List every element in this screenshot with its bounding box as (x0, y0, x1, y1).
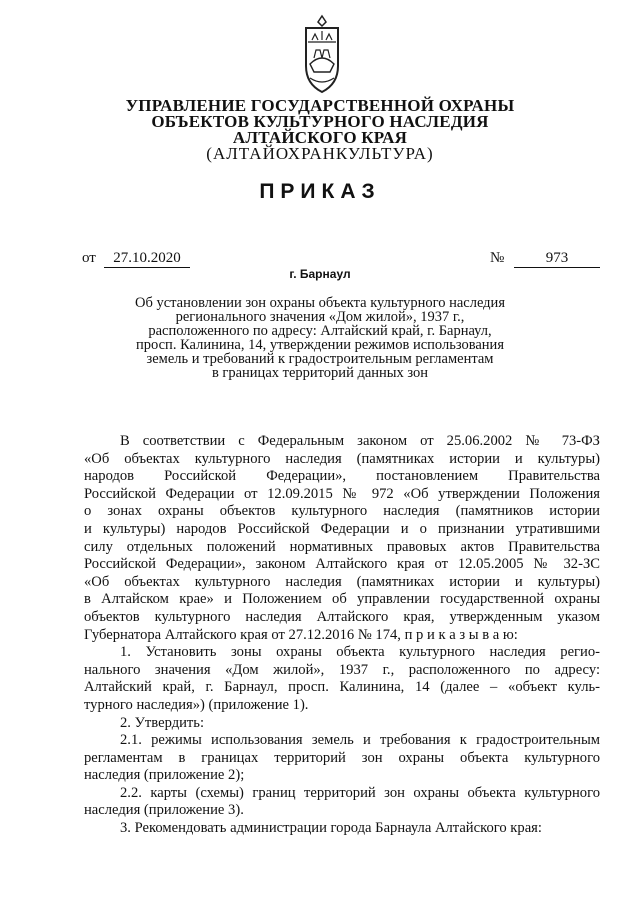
body-line: Алтайский край, г. Барнаул, просп. Калинина, 14 (далее – «объект куль- (84, 679, 600, 696)
body-line: объектов культурного наследия Алтайского края, утвержденным указом (84, 608, 600, 625)
number-sign: № (490, 250, 505, 266)
body-line: «Об объектах культурного наследия (памятниках истории и культуры) (84, 573, 600, 590)
coat-of-arms-emblem (302, 14, 342, 94)
subject-line: регионального значения «Дом жилой», 1937 г., (175, 309, 465, 325)
subject-line: просп. Калинина, 14, утверждении режимов использования (136, 337, 504, 353)
subject-line: расположенного по адресу: Алтайский край, г. Барнаул, (148, 323, 492, 339)
body-line: о зонах охраны объектов культурного наследия (памятников истории (84, 503, 600, 520)
org-line: ОБЪЕКТОВ КУЛЬТУРНОГО НАСЛЕДИЯ (151, 112, 489, 131)
body-line: турного наследия») (приложение 1). (84, 696, 309, 713)
org-line: АЛТАЙСКОГО КРАЯ (232, 128, 408, 147)
order-number: 973 (514, 250, 600, 268)
subject-line: земель и требований к градостроительным регламентам (146, 351, 494, 367)
order-date: 27.10.2020 (104, 250, 190, 268)
body-line: 1. Установить зоны охраны объекта культурного наследия регио- (120, 644, 600, 661)
body-line: регламентам в границах территорий зон охраны объекта культурного (84, 749, 600, 766)
body-line: наследия (приложение 2); (84, 767, 245, 784)
body-line: В соответствии с Федеральным законом от 25.06.2002 № 73-ФЗ (120, 433, 600, 449)
body-line: 2.2. карты (схемы) границ территорий зон охраны объекта культурного (120, 784, 600, 801)
city: г. Барнаул (289, 267, 351, 281)
body-line: Губернатора Алтайского края от 27.12.2016 № 174, п р и к а з ы в а ю: (84, 626, 518, 643)
body-line: наследия (приложение 3). (84, 802, 244, 819)
order-body (84, 433, 600, 838)
org-abbreviation: (АЛТАЙОХРАНКУЛЬТУРА) (206, 144, 434, 163)
order-subject (0, 296, 640, 380)
body-line: 2.1. режимы использования земель и требования к градостроительным (120, 732, 600, 749)
body-line: в Алтайском крае» и Положением об управлении государственной охраны (84, 591, 600, 608)
body-line: народов Российской Федерации», постановлением Правительства (84, 468, 600, 485)
body-line: нального значения «Дом жилой», 1937 г., расположенного по адресу: (84, 661, 600, 678)
organization-name (0, 98, 640, 162)
body-line: и культуры) народов Российской Федерации и о признании утратившими (84, 520, 600, 537)
document-title: ПРИКАЗ (259, 180, 381, 203)
subject-line: в границах территорий данных зон (211, 365, 429, 381)
body-line: 3. Рекомендовать администрации города Барнаула Алтайского края: (120, 820, 542, 837)
body-line: «Об объектах культурного наследия (памятниках истории и культуры) (84, 450, 600, 467)
body-line: 2. Утвердить: (120, 714, 205, 731)
body-line: Российской Федерации», законом Алтайского края от 12.05.2005 № 32-ЗС (84, 556, 600, 573)
org-line: УПРАВЛЕНИЕ ГОСУДАРСТВЕННОЙ ОХРАНЫ (125, 96, 515, 115)
body-line: Российской Федерации от 12.09.2015 № 972 «Об утверждении Положения (84, 485, 600, 502)
subject-line: Об установлении зон охраны объекта культурного наследия (135, 295, 505, 311)
date-prefix: от (82, 250, 96, 266)
body-line: силу отдельных положений нормативных правовых актов Правительства (84, 538, 600, 555)
